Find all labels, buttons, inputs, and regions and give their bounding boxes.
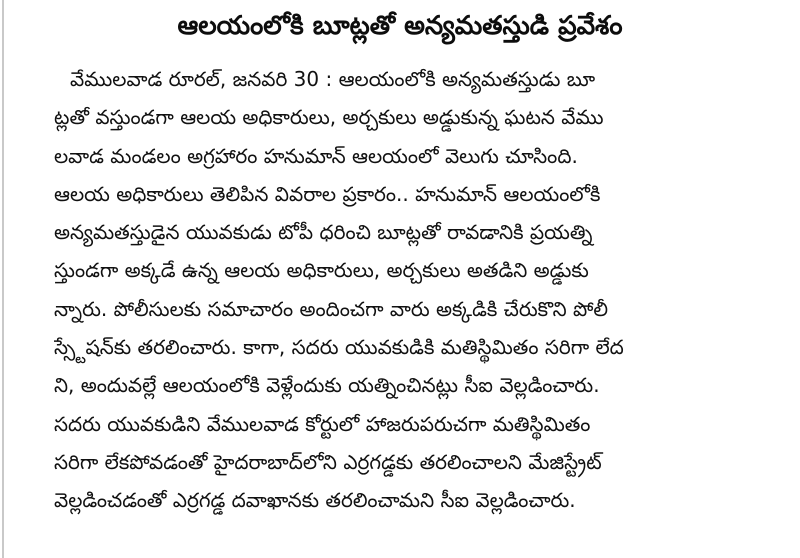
body-line: వేములవాడ రూరల్, జనవరి 30 : ఆలయంలోకి అన్యమతస్తుడు బూ	[70, 67, 596, 91]
article-headline: ఆలయంలోకి బూట్లతో అన్యమతస్తుడి ప్రవేశం	[177, 11, 623, 41]
body-line: సదరు యువకుడిని వేములవాడ కోర్టులో హాజరుపరుచగా మతిస్థిమితం	[54, 411, 591, 436]
body-line: ట్లతో వస్తుండగా ఆలయ అధికారులు, అర్చకులు అడ్డుకున్న ఘటన వేము	[54, 105, 604, 130]
column-divider	[2, 0, 4, 558]
body-line: ని, అందువల్లే ఆలయంలోకి వెళ్లేందుకు యత్నించినట్లు సీఐ వెల్లడించారు.	[54, 373, 600, 398]
body-line: సరిగా లేకపోవడంతో హైదరాబాద్‌లోని ఎర్రగడ్డకు తరలించాలని మేజిస్ట్రేట్	[54, 449, 602, 474]
body-line: వెల్లడించడంతో ఎర్రగడ్డ దవాఖానకు తరలించామని సీఐ వెల్లడించారు.	[54, 488, 576, 513]
body-line: అన్యమతస్తుడైన యువకుడు టోపీ ధరించి బూట్లతో రావడానికి ప్రయత్ని	[54, 220, 593, 245]
body-line: న్నారు. పోలీసులకు సమాచారం అందించగా వారు అక్కడికి చేరుకొని పోలీ	[54, 296, 609, 321]
body-line: స్తుండగా అక్కడే ఉన్న ఆలయ అధికారులు, అర్చకులు అతడిని అడ్డుకు	[54, 258, 589, 283]
body-line: లవాడ మండలం అగ్రహారం హనుమాన్ ఆలయంలో వెలుగు చూసింది.	[54, 143, 578, 168]
article-body	[54, 60, 774, 520]
body-line: స్స్టేషన్‌కు తరలించారు. కాగా, సదరు యువకుడికి మతిస్థిమితం సరిగా లేద	[54, 335, 624, 360]
body-line: ఆలయ అధికారులు తెలిపిన వివరాల ప్రకారం.. హనుమాన్ ఆలయంలోకి	[54, 181, 601, 206]
